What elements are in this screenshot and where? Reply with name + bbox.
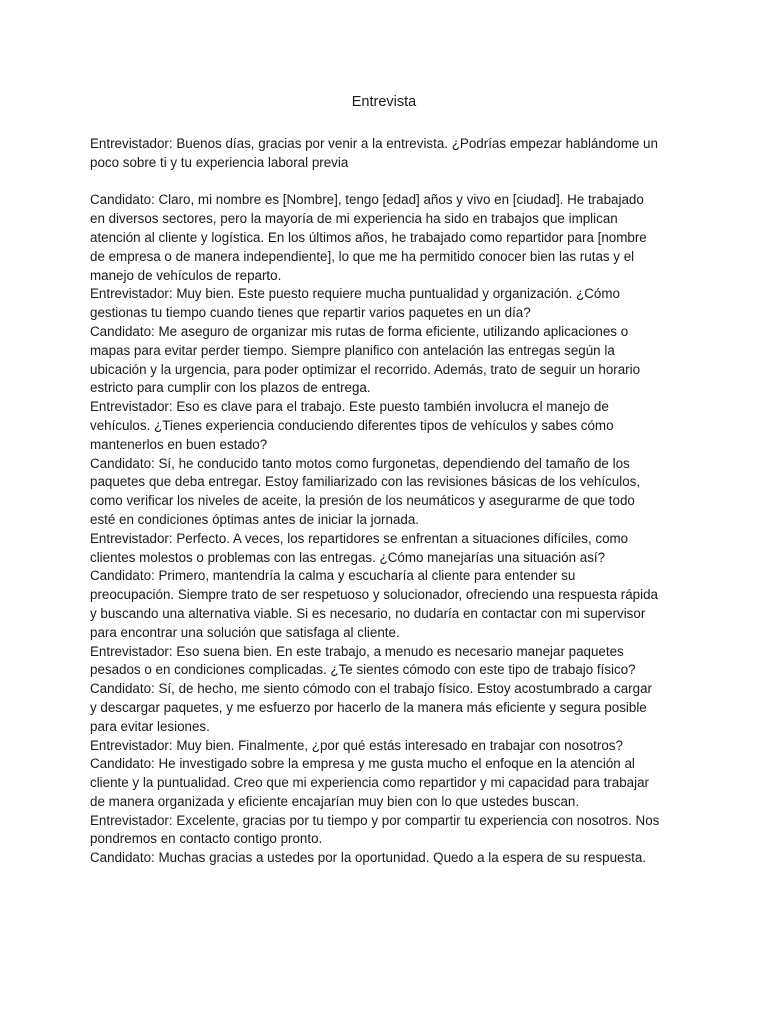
text-line: Candidato: Sí, he conducido tanto motos como furgonetas, dependiendo del tamaño de los (90, 455, 630, 471)
text-line: paquetes que deba entregar. Estoy familiarizado con las revisiones básicas de los vehículos, (90, 474, 641, 490)
text-line: estricto para cumplir con los plazos de entrega. (90, 380, 371, 396)
text-line: Candidato: He investigado sobre la empresa y me gusta mucho el enfoque en la atención al (90, 756, 635, 772)
text-line: como verificar los niveles de aceite, la presión de los neumáticos y asegurarme de que todo (90, 493, 635, 509)
text-line: para encontrar una solución que satisfaga al cliente. (90, 624, 400, 640)
text-line: Entrevistador: Buenos días, gracias por venir a la entrevista. ¿Podrías empezar hablándome un (90, 136, 658, 151)
text-line: Entrevistador: Excelente, gracias por tu tiempo y por compartir tu experiencia con nosotros. Nos (90, 812, 660, 828)
interviewer-question-4 (90, 530, 690, 568)
text-line: Candidato: Sí, de hecho, me siento cómodo con el trabajo físico. Estoy acostumbrado a cargar (90, 681, 652, 697)
candidate-answer-2 (90, 323, 690, 398)
interviewer-question-3 (90, 398, 690, 454)
interviewer-question-1 (90, 135, 690, 173)
candidate-answer-5 (90, 680, 690, 736)
candidate-closing (90, 849, 690, 868)
text-line: esté en condiciones óptimas antes de iniciar la jornada. (90, 511, 420, 527)
text-line: atención al cliente y logística. En los últimos años, he trabajado como repartidor para [nombre (90, 229, 647, 245)
text-line: Candidato: Claro, mi nombre es [Nombre], tengo [edad] años y vivo en [ciudad]. He trabajado (90, 192, 644, 208)
text-line: mapas para evitar perder tiempo. Siempre planifico con antelación las entregas según la (90, 342, 615, 358)
candidate-answer-3 (90, 455, 690, 530)
text-line: Candidato: Muchas gracias a ustedes por la oportunidad. Quedo a la espera de su respuesta. (90, 850, 647, 866)
candidate-answer-6 (90, 755, 690, 811)
interviewer-question-6 (90, 737, 690, 756)
text-line: y buscando una alternativa viable. Si es necesario, no dudaría en contactar con mi supervisor (90, 605, 646, 621)
interviewer-question-5 (90, 643, 690, 681)
text-line: Entrevistador: Eso es clave para el trabajo. Este puesto también involucra el manejo de (90, 399, 609, 415)
document-body (90, 135, 690, 868)
text-line: mantenerlos en buen estado? (90, 436, 268, 452)
text-line: Candidato: Primero, mantendría la calma y escucharía al cliente para entender su (90, 568, 576, 584)
text-line: para evitar lesiones. (90, 718, 210, 734)
text-line: en diversos sectores, pero la mayoría de mi experiencia ha sido en trabajos que implican (90, 211, 618, 227)
candidate-answer-4 (90, 567, 690, 642)
text-line: preocupación. Siempre trato de ser respetuoso y solucionador, ofreciendo una respuesta rápida (90, 587, 658, 603)
text-line: poco sobre ti y tu experiencia laboral previa (90, 154, 349, 170)
text-line: de manera organizada y eficiente encajarían muy bien con lo que ustedes buscan. (90, 793, 580, 809)
text-line: vehículos. ¿Tienes experiencia conduciendo diferentes tipos de vehículos y sabes cómo (90, 417, 614, 433)
text-line: Entrevistador: Eso suena bien. En este trabajo, a menudo es necesario manejar paquetes (90, 643, 624, 659)
text-line: pondremos en contacto contigo pronto. (90, 831, 323, 847)
document-title: Entrevista (351, 94, 417, 110)
text-line: clientes molestos o problemas con las entregas. ¿Cómo manejarías una situación así? (90, 549, 606, 565)
text-line: pesados o en condiciones complicadas. ¿Te sientes cómodo con este tipo de trabajo físico? (90, 662, 636, 678)
interviewer-closing (90, 812, 690, 850)
interviewer-question-2 (90, 285, 690, 323)
text-line: gestionas tu tiempo cuando tienes que repartir varios paquetes en un día? (90, 305, 531, 321)
text-line: cliente y la puntualidad. Creo que mi experiencia como repartidor y mi capacidad para trabajar (90, 775, 649, 791)
text-line: Entrevistador: Muy bien. Finalmente, ¿por qué estás interesado en trabajar con nosotros? (90, 737, 623, 753)
paragraph-gap (90, 173, 690, 192)
candidate-answer-1 (90, 191, 690, 285)
text-line: de empresa o de manera independiente], lo que me ha permitido conocer bien las rutas y el (90, 248, 635, 264)
text-line: Entrevistador: Muy bien. Este puesto requiere mucha puntualidad y organización. ¿Cómo (90, 286, 620, 302)
text-line: Entrevistador: Perfecto. A veces, los repartidores se enfrentan a situaciones difíciles, como (90, 530, 629, 546)
text-line: ubicación y la urgencia, para poder optimizar el recorrido. Además, trato de seguir un horario (90, 361, 641, 377)
text-line: manejo de vehículos de reparto. (90, 267, 282, 283)
text-line: y descargar paquetes, y me esfuerzo por hacerlo de la manera más eficiente y segura posible (90, 699, 647, 715)
text-line: Candidato: Me aseguro de organizar mis rutas de forma eficiente, utilizando aplicaciones o (90, 323, 629, 339)
